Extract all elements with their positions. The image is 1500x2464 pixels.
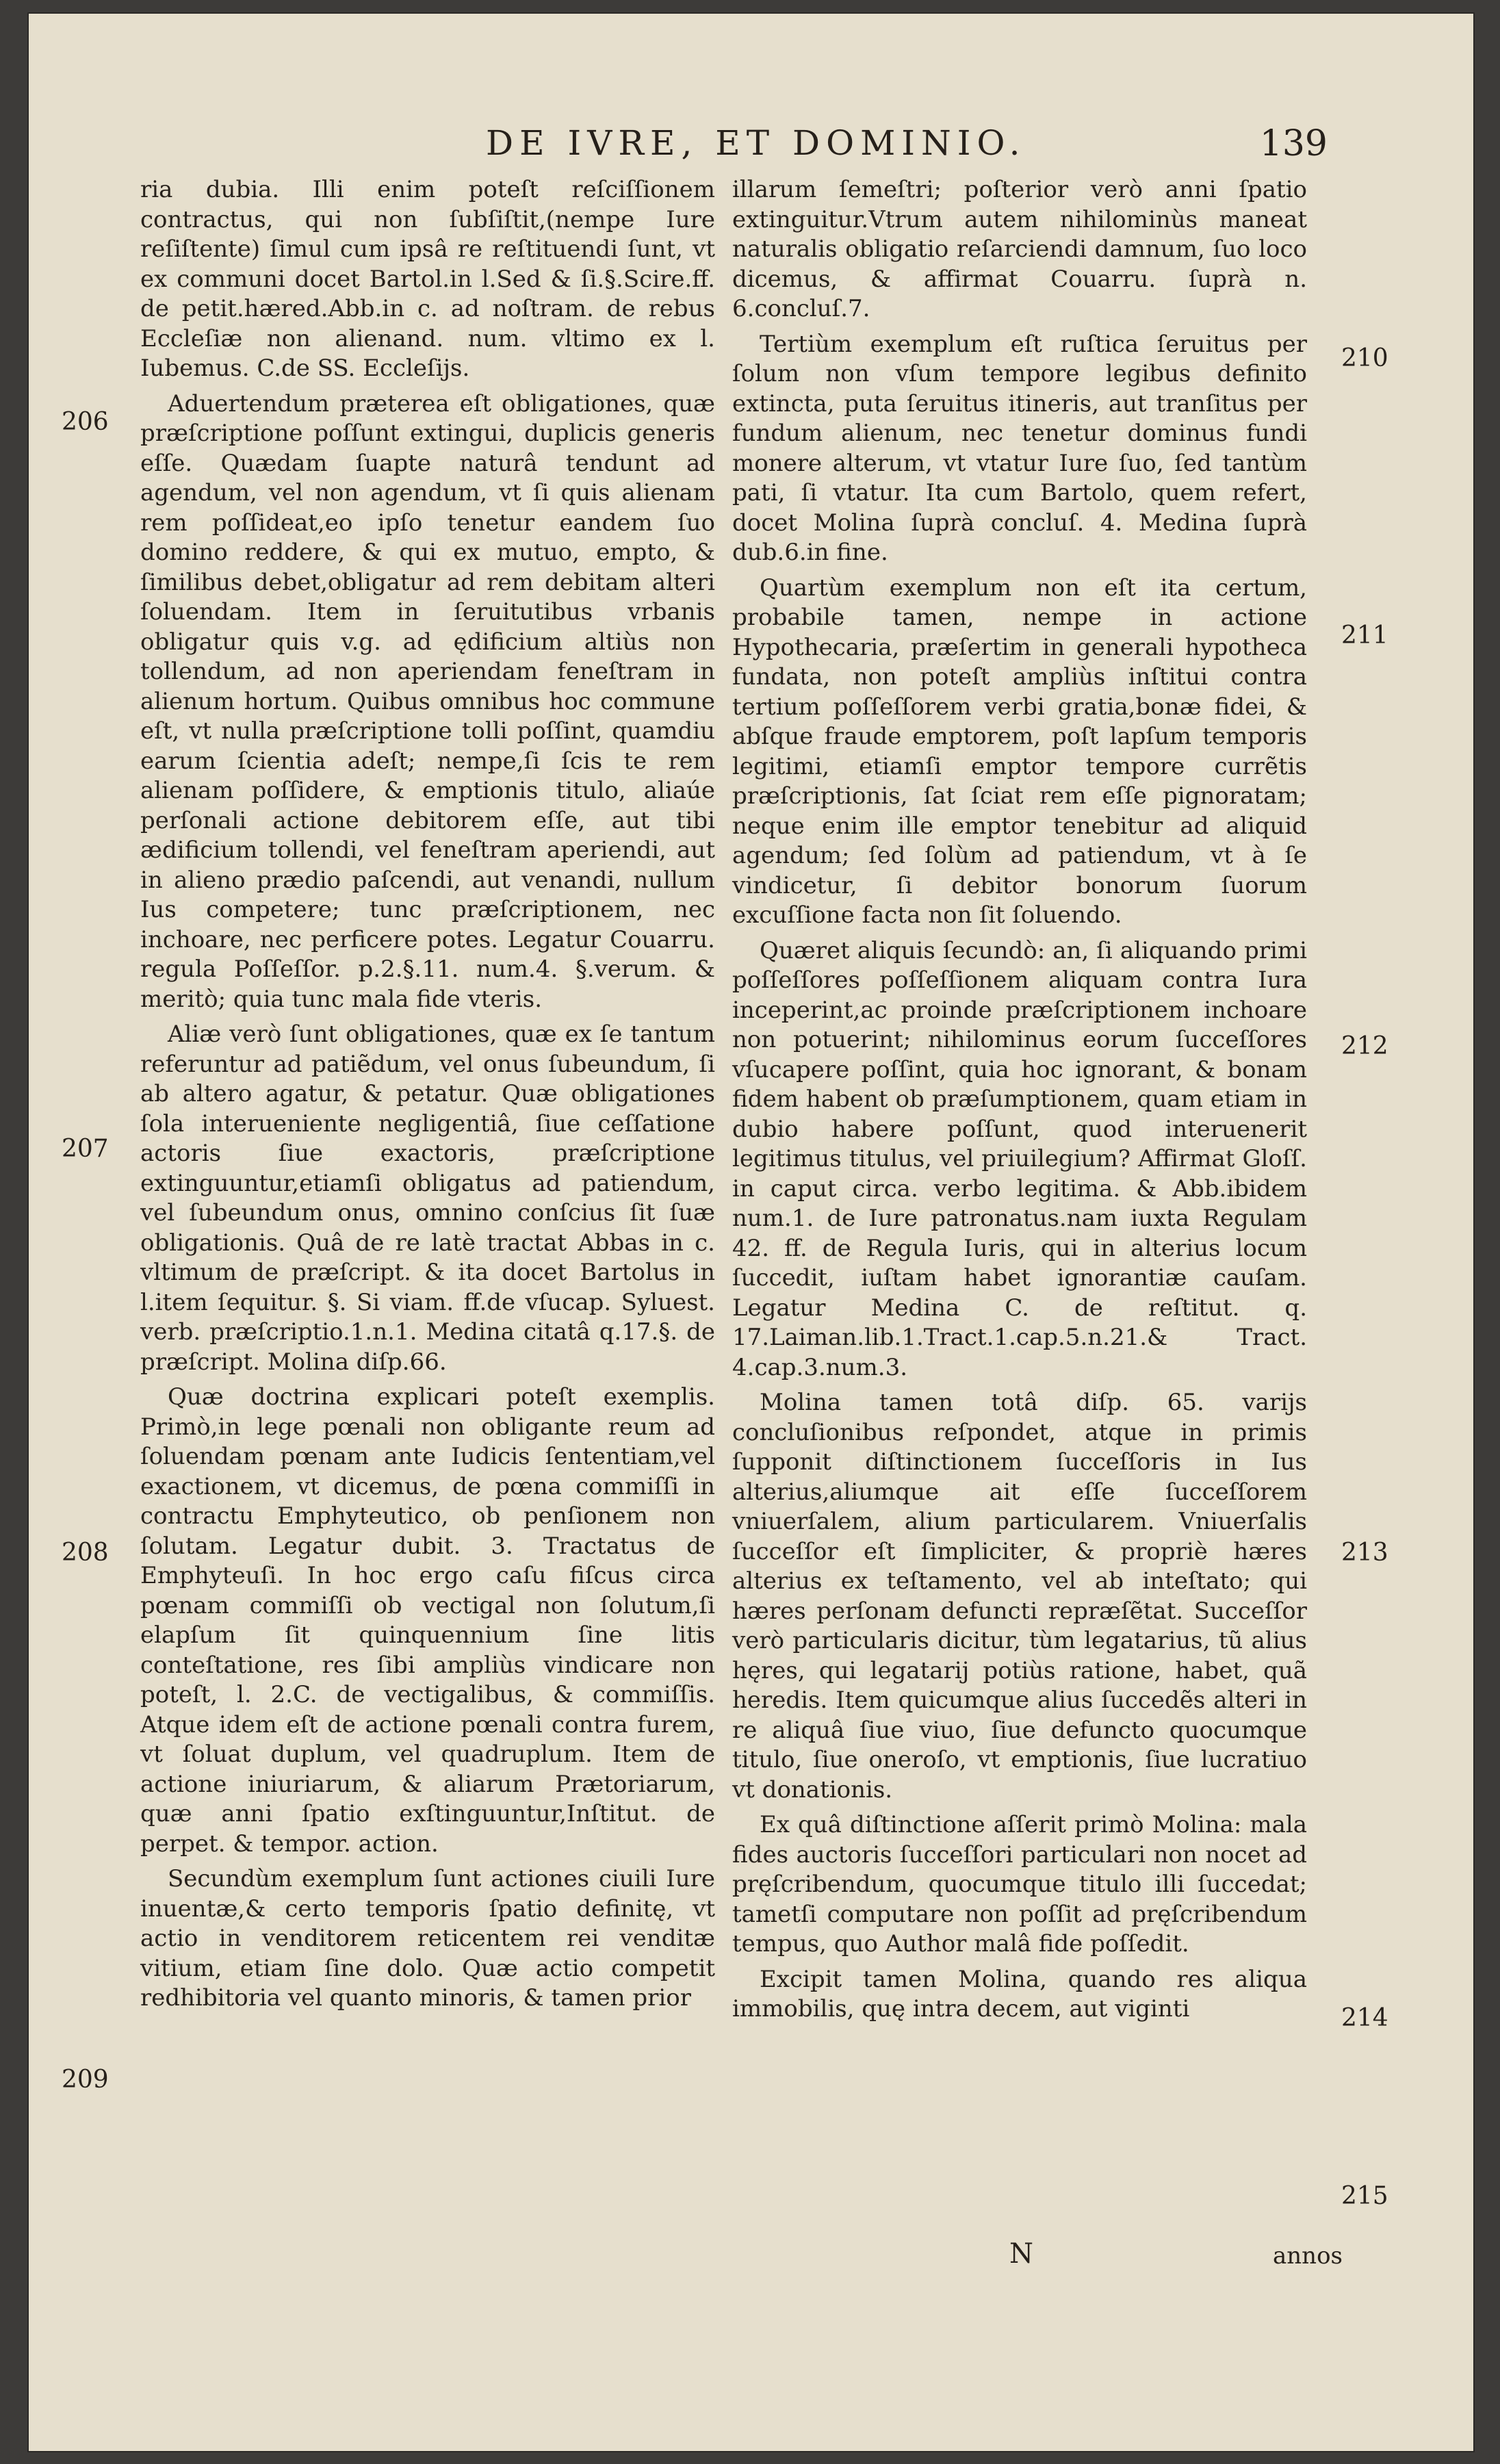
margin-number: 211 — [1341, 621, 1388, 650]
margin-number: 207 — [62, 1135, 109, 1163]
paragraph: Molina tamen totâ diſp. 65. varijs concluſionibus reſpondet, atque in primis ſupponit diſtinctionem ſucceſſoris in Ius alterius,aliumque ait eſſe ſucceſſorem vniuerſalem, alium particularem. Vniuerſalis ſucceſſor eſt ſimpliciter, & propriè hæres alterius ex teſtamento, vel ab inteſtato; qui hæres perſonam defuncti repræſẽtat. Succeſſor verò particularis dicitur, tùm legatarius, tũ alius hęres, qui legatarij potiùs ratione, habet, quã heredis. Item quicumque alius ſuccedẽs alteri in re aliquâ ſiue viuo, ſiue defuncto quocumque titulo, ſiue oneroſo, vt emptionis, ſiue lucratiuo vt donationis. — [732, 1389, 1307, 1804]
page-header — [144, 116, 1355, 171]
paragraph: Quæret aliquis ſecundò: an, ſi aliquando primi poſſeſſores poſſeſſionem aliquam contra Iura inceperint,ac proinde præſcriptionem inchoare non potuerint; nihilominus eorum ſucceſſores vſucapere poſſint, quia hoc ignorant, & bonam fidem habent ob præſumptionem, quam etiam in dubio habere poſſunt, quod interuenerit legitimus titulus, vel priuilegium? Affirmat Gloſſ. in caput circa. verbo legitima. & Abb.ibidem num.1. de Iure patronatus.nam iuxta Regulam 42. ff. de Regula Iuris, qui in alterius locum ſuccedit, iuſtam habet ignorantiæ cauſam. Legatur Medina C. de reſtitut. q. 17.Laiman.lib.1.Tract.1.cap.5.n.21.& Tract. 4.cap.3.num.3. — [732, 936, 1307, 1381]
paragraph: Secundùm exemplum ſunt actiones ciuili Iure inuentæ,& certo temporis ſpatio definitę, vt actio in venditorem reticentem rei venditæ vitium, etiam ſine dolo. Quæ actio competit redhibitoria vel quanto minoris, & tamen prior — [140, 1865, 715, 2012]
margin-number: 212 — [1341, 1032, 1388, 1060]
page-number: 139 — [1259, 123, 1328, 164]
margin-number: 208 — [62, 1539, 109, 1567]
right-column — [732, 175, 1307, 2030]
running-title: DE IVRE, ET DOMINIO. — [486, 123, 1026, 163]
paragraph: Excipit tamen Molina, quando res aliqua immobilis, quę intra decem, aut viginti — [732, 1965, 1307, 2023]
paragraph: Quartùm exemplum non eſt ita certum, probabile tamen, nempe in actione Hypothecaria, præſertim in generali hypotheca fundata, non poteſt ampliùs inſtitui contra tertium poſſeſſorem verbi gratia,bonæ fidei, & abſque fraude emptorem, poſt lapſum temporis legitimi, etiamſi emptor tempore currẽtis præſcriptionis, ſat ſciat rem eſſe pignoratam; neque enim ille emptor tenebitur ad aliquid agendum; ſed ſolùm ad patiendum, vt à ſe vindicetur, ſi debitor bonorum ſuorum excuſſione facta non ſit ſoluendo. — [732, 574, 1307, 929]
signature-mark: N — [1009, 2238, 1033, 2270]
margin-number: 210 — [1341, 344, 1388, 372]
margin-number: 206 — [62, 408, 109, 436]
margin-number: 214 — [1341, 2004, 1388, 2032]
paragraph: Tertiùm exemplum eſt ruſtica ſeruitus per ſolum non vſum tempore legibus definito extincta, puta ſeruitus itineris, aut tranſitus per fundum alienum, nec tenetur dominus fundi monere alterum, vt vtatur Iure ſuo, ſed tantùm pati, ſi vtatur. Ita cum Bartolo, quem refert, docet Molina ſuprà concluſ. 4. Medina ſuprà dub.6.in fine. — [732, 330, 1307, 566]
paragraph: Quæ doctrina explicari poteſt exemplis. Primò,in lege pœnali non obligante reum ad ſoluendam pœnam ante Iudicis ſententiam,vel exactionem, vt dicemus, de pœna commiſſi in contractu Emphyteutico, ob penſionem non ſolutam. Legatur dubit. 3. Tractatus de Emphyteuſi. In hoc ergo caſu fiſcus circa pœnam commiſſi ob vectigal non ſolutum,ſi elapſum ſit quinquennium ſine litis conteſtatione, res ſibi ampliùs vindicare non poteſt, l. 2.C. de vectigalibus, & commiſſis. Atque idem eſt de actione pœnali contra furem, vt ſoluat duplum, vel quadruplum. Item de actione iniuriarum, & aliarum Prætoriarum, quæ anni ſpatio exſtinguuntur,Inſtitut. de perpet. & tempor. action. — [140, 1383, 715, 1858]
paragraph: Aliæ verò ſunt obligationes, quæ ex ſe tantum referuntur ad patiẽdum, vel onus ſubeundum, ſi ab altero agatur, & petatur. Quæ obligationes ſola interueniente negligentiâ, ſiue ceſſatione actoris ſiue exactoris, præſcriptione extinguuntur,etiamſi obligatus ad patiendum, vel ſubeundum onus, omnino conſcius ſit ſuæ obligationis. Quâ de re latè tractat Abbas in c. vltimum de præſcript. & ita docet Bartolus in l.item ſequitur. §. Si viam. ff.de vſucap. Syluest. verb. præſcriptio.1.n.1. Medina citatâ q.17.§. de præſcript. Molina diſp.66. — [140, 1021, 715, 1376]
paragraph: illarum ſemeſtri; poſterior verò anni ſpatio extinguitur.Vtrum autem nihilominùs maneat naturalis obligatio reſarciendi damnum, ſuo loco dicemus, & affirmat Couarru. ſuprà n. 6.concluſ.7. — [732, 176, 1307, 322]
margin-number: 209 — [62, 2066, 109, 2094]
margin-number: 215 — [1341, 2182, 1388, 2210]
margin-number: 213 — [1341, 1539, 1388, 1567]
paragraph: Aduertendum præterea eſt obligationes, quæ præſcriptione poſſunt extingui, duplicis generis eſſe. Quædam ſuapte naturâ tendunt ad agendum, vel non agendum, vt ſi quis alienam rem poſſideat,eo ipſo tenetur eandem ſuo domino reddere, & qui ex mutuo, empto, & ſimilibus debet,obligatur ad rem debitam alteri ſoluendam. Item in ſeruitutibus vrbanis obligatur quis v.g. ad ędificium altiùs non tollendum, ad non aperiendam feneſtram in alienum hortum. Quibus omnibus hoc commune eſt, vt nulla præſcriptione tolli poſſint, quamdiu earum ſcientia adeſt; nempe,ſi ſcis te rem alienam poſſidere, & emptionis titulo, aliaúe perſonali actione debitorem eſſe, aut tibi ædificium tollendi, vel feneſtram aperiendi, aut in alieno prædio paſcendi, aut venandi, nullum Ius competere; tunc præſcriptionem, nec inchoare, nec perficere potes. Legatur Couarru. regula Poſſeſſor. p.2.§.11. num.4. §.verum. & meritò; quia tunc mala fide vteris. — [140, 389, 715, 1013]
paragraph: ria dubia. Illi enim poteſt reſciſſionem contractus, qui non ſubſiſtit,(nempe Iure reſiſtente) ſimul cum ipsâ re reſtituendi ſunt, vt ex communi docet Bartol.in l.Sed & ſi.§.Scire.ff. de petit.hæred.Abb.in c. ad noſtram. de rebus Eccleſiæ non alienand. num. vltimo ex l. Iubemus. C.de SS. Eccleſijs. — [140, 176, 715, 382]
catchword: annos — [1273, 2242, 1343, 2270]
left-column — [140, 175, 715, 2019]
book-page — [27, 12, 1475, 2452]
paragraph: Ex quâ diſtinctione aſſerit primò Molina: mala fides auctoris ſucceſſori particulari non nocet ad pręſcribendum, quocumque titulo illi ſuccedat; tametſi computare non poſſit ad pręſcribendum tempus, quo Author malâ fide poſſedit. — [732, 1811, 1307, 1958]
